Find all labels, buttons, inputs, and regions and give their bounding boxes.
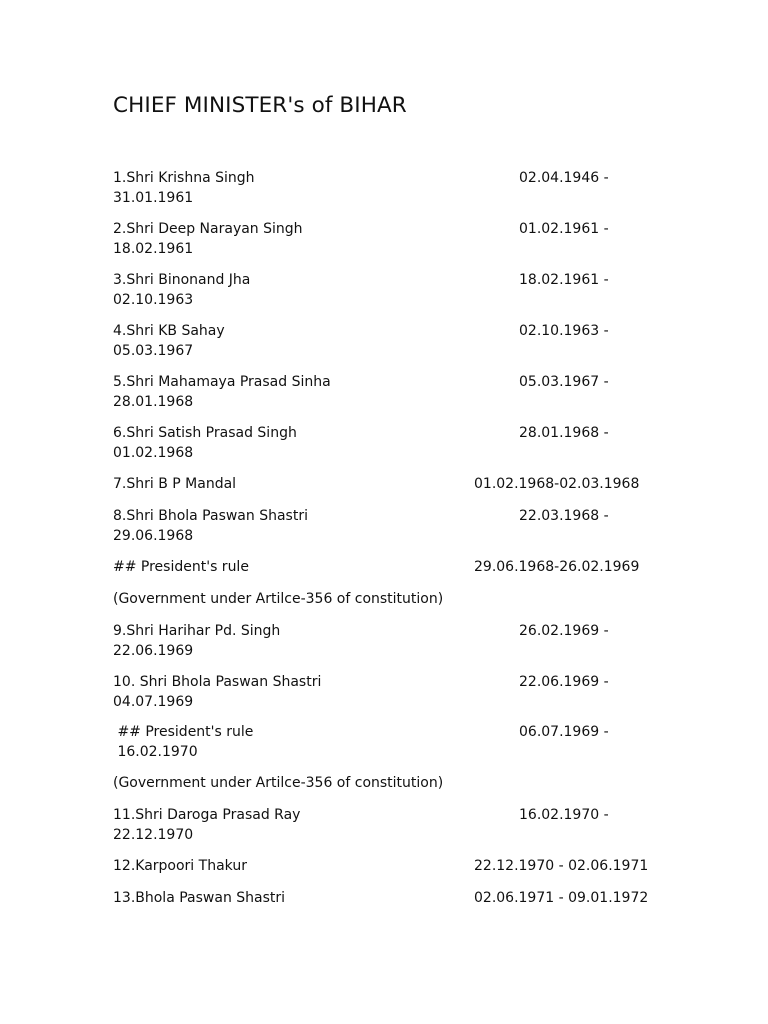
term-start: 05.03.1967 - — [519, 374, 609, 390]
constitution-note: (Government under Artilce-356 of constitution) — [113, 591, 444, 607]
term-start: 02.10.1963 - — [519, 323, 609, 339]
term-end: 02.10.1963 — [113, 291, 194, 308]
cm-name: 7.Shri B P Mandal — [113, 476, 237, 492]
cm-name: 8.Shri Bhola Paswan Shastri — [113, 508, 308, 524]
term-end: 05.03.1967 — [113, 342, 194, 359]
page-title: CHIEF MINISTER's of BIHAR — [113, 93, 407, 118]
term-start: 02.04.1946 - — [519, 170, 609, 186]
cm-name: 3.Shri Binonand Jha — [113, 272, 251, 288]
cm-name: 12.Karpoori Thakur — [113, 858, 247, 874]
term-range: 29.06.1968-26.02.1969 — [474, 559, 640, 575]
presidents-rule-label: ## President's rule — [113, 724, 254, 740]
term-end: 18.02.1961 — [113, 240, 194, 257]
term-start: 06.07.1969 - — [519, 724, 609, 740]
cm-name: 11.Shri Daroga Prasad Ray — [113, 807, 301, 823]
term-range: 02.06.1971 - 09.01.1972 — [474, 890, 649, 906]
term-end: 04.07.1969 — [113, 693, 194, 710]
cm-name: 4.Shri KB Sahay — [113, 323, 225, 339]
cm-name: 5.Shri Mahamaya Prasad Sinha — [113, 374, 331, 390]
cm-name: 1.Shri Krishna Singh — [113, 170, 255, 186]
term-start: 01.02.1961 - — [519, 221, 609, 237]
term-end: 01.02.1968 — [113, 444, 194, 461]
cm-name: 13.Bhola Paswan Shastri — [113, 890, 286, 906]
cm-name: 2.Shri Deep Narayan Singh — [113, 221, 303, 237]
term-start: 26.02.1969 - — [519, 623, 609, 639]
term-end: 16.02.1970 — [113, 743, 198, 760]
term-start: 22.03.1968 - — [519, 508, 609, 524]
constitution-note: (Government under Artilce-356 of constitution) — [113, 775, 444, 791]
cm-name: 9.Shri Harihar Pd. Singh — [113, 623, 281, 639]
term-range: 01.02.1968-02.03.1968 — [474, 476, 640, 492]
term-start: 18.02.1961 - — [519, 272, 609, 288]
cm-name: 10. Shri Bhola Paswan Shastri — [113, 674, 322, 690]
term-end: 28.01.1968 — [113, 393, 194, 410]
term-range: 22.12.1970 - 02.06.1971 — [474, 858, 649, 874]
term-end: 22.06.1969 — [113, 642, 194, 659]
term-end: 29.06.1968 — [113, 527, 194, 544]
term-end: 22.12.1970 — [113, 826, 194, 843]
term-start: 28.01.1968 - — [519, 425, 609, 441]
presidents-rule-label: ## President's rule — [113, 559, 249, 575]
cm-name: 6.Shri Satish Prasad Singh — [113, 425, 297, 441]
term-end: 31.01.1961 — [113, 189, 194, 206]
term-start: 22.06.1969 - — [519, 674, 609, 690]
term-start: 16.02.1970 - — [519, 807, 609, 823]
